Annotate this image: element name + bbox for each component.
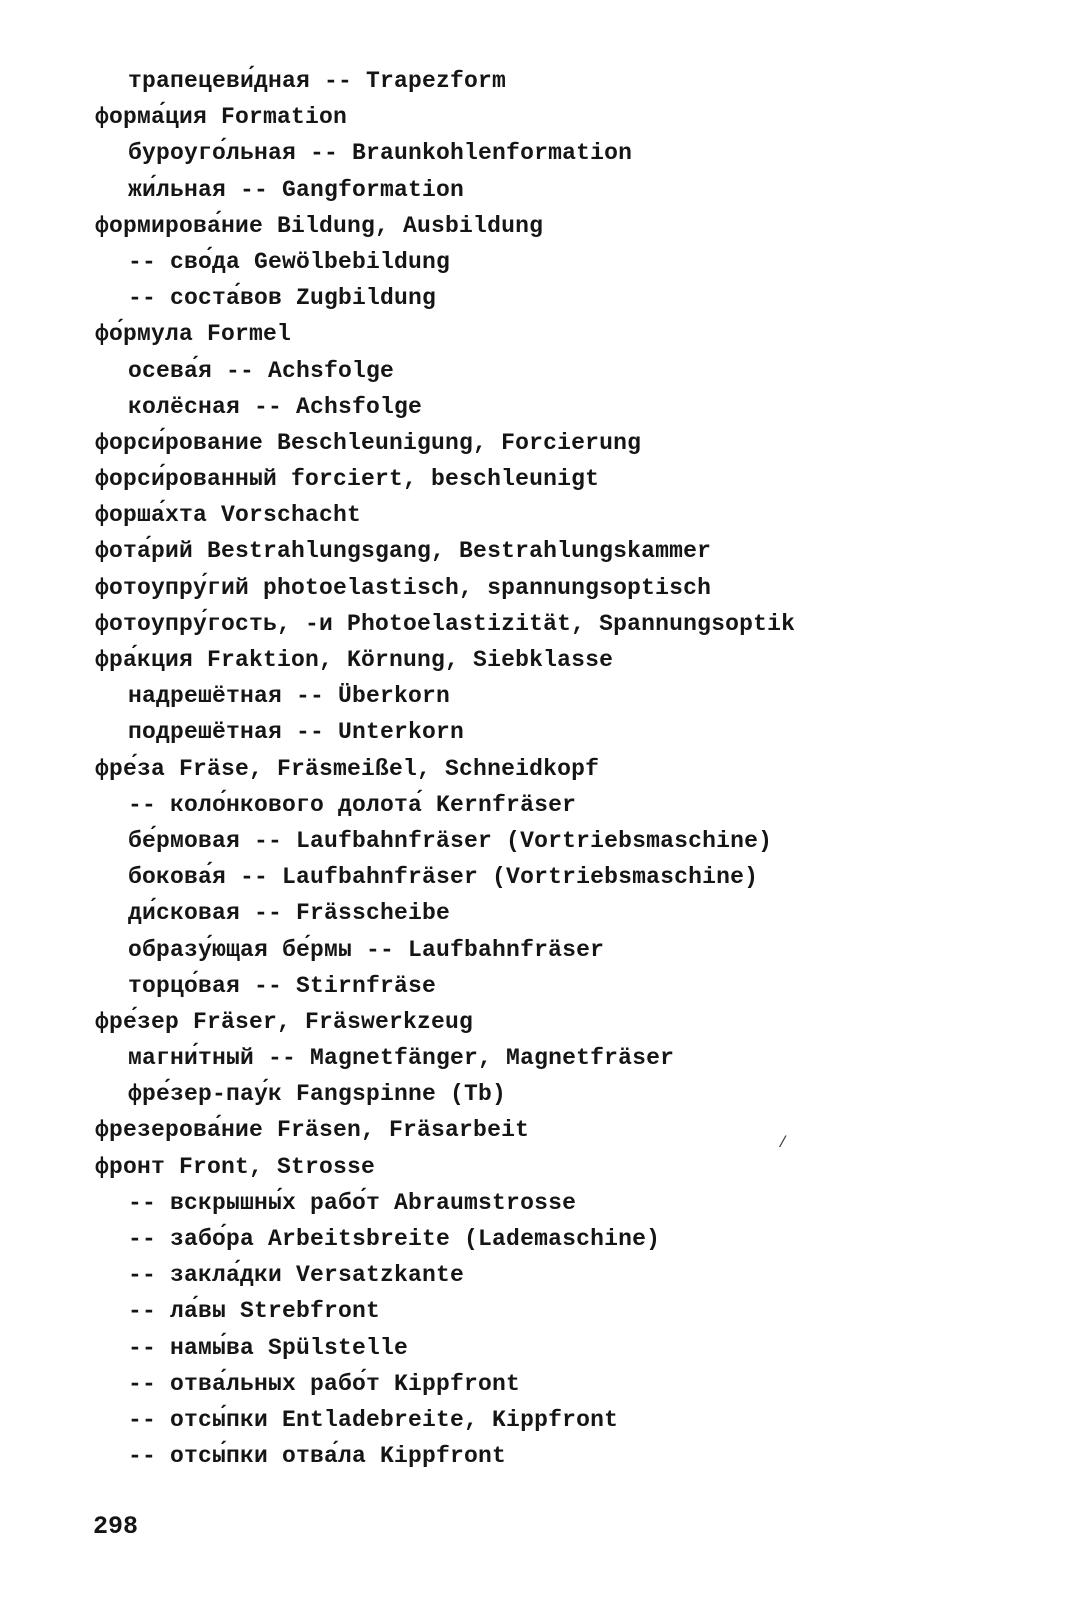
headword-entry: фра́кция Fraktion, Körnung, Siebklasse — [95, 647, 614, 673]
headword-entry: фрезерова́ние Fräsen, Fräsarbeit — [95, 1117, 530, 1144]
headword-entry: формирова́ние Bildung, Ausbildung — [95, 212, 544, 239]
headword-entry: фо́рмула Formel — [95, 321, 292, 348]
headword-entry: фре́за Fräse, Fräsmeißel, Schneidkopf — [95, 755, 600, 782]
headword-entry: фронт Front, Strosse — [95, 1153, 376, 1180]
sub-entry: колёсная -- Achsfolge — [128, 393, 423, 420]
sub-entry: -- отсы́пки Entladebreite, Kippfront — [128, 1406, 619, 1433]
sub-entry: осева́я -- Achsfolge — [128, 357, 395, 384]
sub-entry: ди́сковая -- Frässcheibe — [128, 900, 451, 927]
sub-entry: -- намы́ва Spülstelle — [128, 1334, 409, 1361]
headword-entry: форси́рованный forciert, beschleunigt — [95, 466, 600, 493]
headword-entry: форма́ция Formation — [95, 104, 348, 131]
sub-entry: -- соста́вов Zugbildung — [128, 285, 437, 312]
headword-entry: форси́рование Beschleunigung, Forcierung — [95, 429, 642, 456]
stray-mark: / — [778, 1134, 788, 1152]
sub-entry: -- сво́да Gewölbebildung — [128, 248, 451, 275]
headword-entry: фотоупру́гий photoelastisch, spannungsoptisch — [95, 574, 712, 601]
sub-entry: -- отва́льных рабо́т Kippfront — [128, 1370, 521, 1397]
entry-list — [95, 63, 1025, 1474]
sub-entry: -- вскрышны́х рабо́т Abraumstrosse — [128, 1189, 577, 1216]
sub-entry: торцо́вая -- Stirnfräse — [128, 972, 437, 999]
sub-entry: буроуго́льная -- Braunkohlenformation — [128, 140, 633, 167]
sub-entry: образу́ющая бе́рмы -- Laufbahnfräser — [128, 936, 605, 963]
sub-entry: -- коло́нкового долота́ Kernfräser — [128, 791, 577, 818]
sub-entry: -- отсы́пки отва́ла Kippfront — [128, 1443, 507, 1470]
sub-entry: -- забо́ра Arbeitsbreite (Lademaschine) — [128, 1226, 661, 1252]
headword-entry: фотоупру́гость, -и Photoelastizität, Spannungsoptik — [95, 610, 796, 637]
headword-entry: фота́рий Bestrahlungsgang, Bestrahlungskammer — [95, 538, 712, 565]
sub-entry: бе́рмовая -- Laufbahnfräser (Vortriebsmaschine) — [128, 827, 773, 854]
sub-entry: бокова́я -- Laufbahnfräser (Vortriebsmaschine) — [128, 864, 759, 891]
sub-entry: трапецеви́дная -- Trapezform — [128, 68, 507, 94]
sub-entry: -- ла́вы Strebfront — [128, 1298, 381, 1325]
sub-entry: фре́зер-пау́к Fangspinne (Tb) — [128, 1081, 507, 1108]
page-number: 298 — [93, 1512, 139, 1541]
sub-entry: подрешётная -- Unterkorn — [128, 719, 465, 746]
sub-entry: -- закла́дки Versatzkante — [128, 1262, 465, 1289]
headword-entry: форша́хта Vorschacht — [95, 502, 362, 529]
sub-entry: магни́тный -- Magnetfänger, Magnetfräser — [128, 1045, 675, 1072]
sub-entry: жи́льная -- Gangformation — [128, 176, 465, 203]
headword-entry: фре́зер Fräser, Fräswerkzeug — [95, 1008, 474, 1035]
sub-entry: надрешётная -- Überkorn — [128, 683, 451, 710]
